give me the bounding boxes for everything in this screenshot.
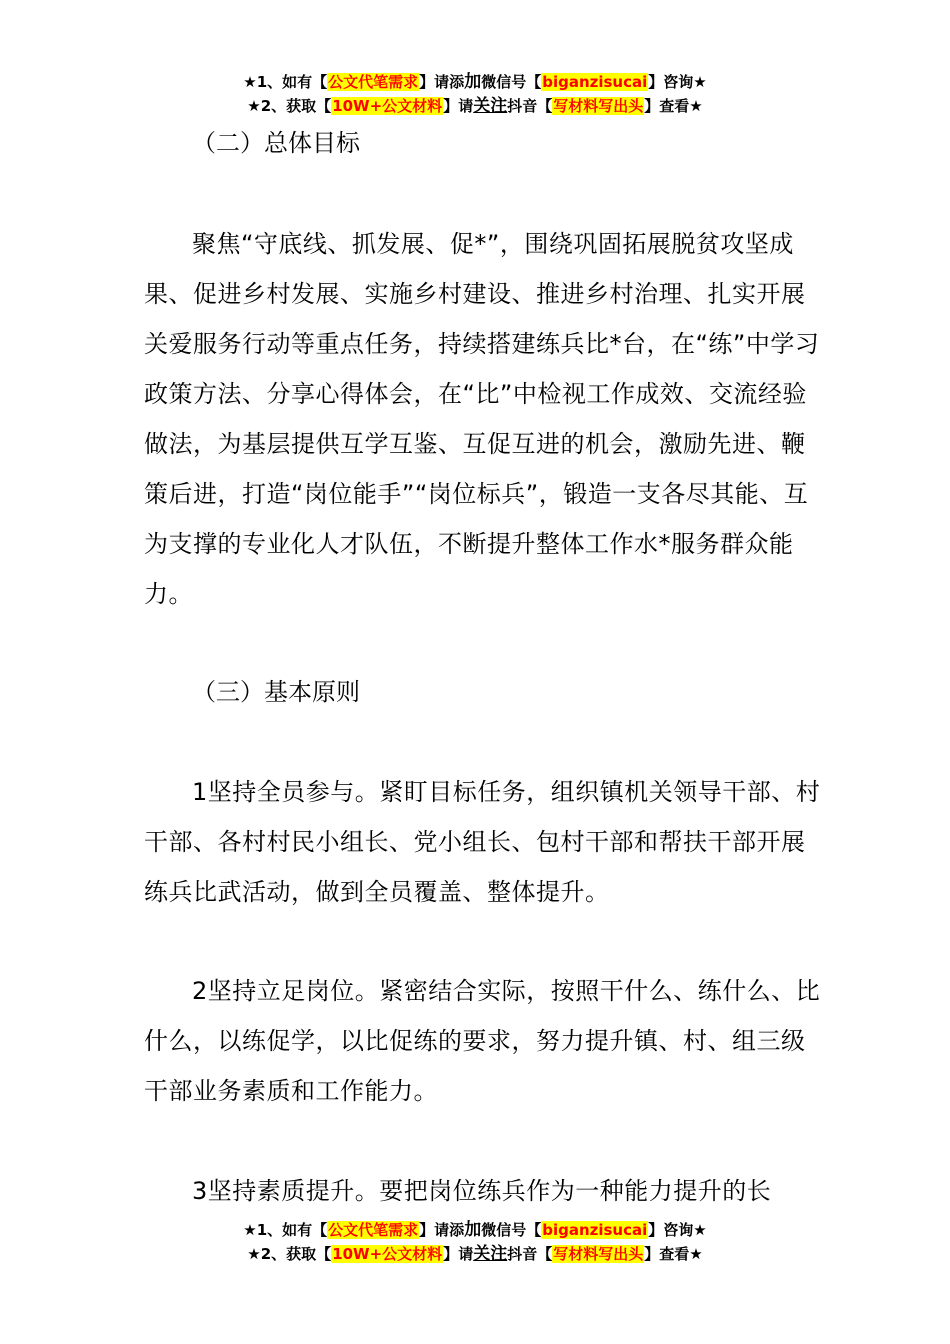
banner-line-1 xyxy=(0,70,950,94)
banner-text: 】请 xyxy=(443,1245,474,1263)
banner-line-2 xyxy=(0,1242,950,1266)
footer-banner xyxy=(0,1218,950,1266)
banner-emphasis: 关注 xyxy=(473,96,508,116)
banner-line-1 xyxy=(0,1218,950,1242)
header-banner xyxy=(0,70,950,118)
banner-highlight: 写材料写出头 xyxy=(553,97,644,115)
banner-text: 抖音【 xyxy=(507,97,553,115)
banner-text: ★2、获取【 xyxy=(247,97,332,115)
banner-text: 】查看★ xyxy=(644,1245,703,1263)
section-heading-principles: （三）基本原则 xyxy=(192,678,360,706)
banner-text: 微信号【 xyxy=(481,1221,542,1239)
paragraph-goal: 聚焦“守底线、抓发展、促*”，围绕巩固拓展脱贫攻坚成果、促进乡村发展、实施乡村建设、推进乡村治理、扎实开展关爱服务行动等重点任务，持续搭建练兵比*台，在“练”中学习政策方法、分享心得体会，在“比”中检视工作成效、交流经验做法，为基层提供互学互鉴、互促互进的机会，激励先进、鞭策后进，打造“岗位能手”“岗位标兵”，锻造一支各尽其能、互为支撑的专业化人才队伍，不断提升整体工作水*服务群众能力。 xyxy=(144,230,820,608)
banner-highlight: biganzisucai xyxy=(542,73,648,91)
banner-emphasis: 加 xyxy=(464,1220,482,1240)
banner-text: 微信号【 xyxy=(481,73,542,91)
banner-text: 】请 xyxy=(443,97,474,115)
banner-text: 】请添 xyxy=(419,1221,465,1239)
banner-highlight: 写材料写出头 xyxy=(553,1245,644,1263)
paragraph-principle-1: 1坚持全员参与。紧盯目标任务，组织镇机关领导干部、村干部、各村村民小组长、党小组长、包村干部和帮扶干部开展练兵比武活动，做到全员覆盖、整体提升。 xyxy=(144,778,821,906)
paragraph-principle-2: 2坚持立足岗位。紧密结合实际，按照干什么、练什么、比什么，以练促学，以比促练的要求，努力提升镇、村、组三级干部业务素质和工作能力。 xyxy=(144,977,821,1105)
banner-line-2 xyxy=(0,94,950,118)
banner-text: 】查看★ xyxy=(644,97,703,115)
banner-text: ★1、如有【 xyxy=(243,73,328,91)
banner-text: 】咨询★ xyxy=(648,73,707,91)
section-heading-goal: （二）总体目标 xyxy=(192,129,360,157)
banner-text: 】请添 xyxy=(419,73,465,91)
banner-text: 】咨询★ xyxy=(648,1221,707,1239)
banner-highlight: 10W+公文材料 xyxy=(332,97,443,115)
banner-emphasis: 加 xyxy=(464,72,482,92)
banner-highlight: 公文代笔需求 xyxy=(328,1221,419,1239)
banner-highlight: 10W+公文材料 xyxy=(332,1245,443,1263)
banner-emphasis: 关注 xyxy=(473,1244,508,1264)
banner-text: 抖音【 xyxy=(507,1245,553,1263)
banner-highlight: biganzisucai xyxy=(542,1221,648,1239)
banner-text: ★2、获取【 xyxy=(247,1245,332,1263)
banner-highlight: 公文代笔需求 xyxy=(328,73,419,91)
banner-text: ★1、如有【 xyxy=(243,1221,328,1239)
paragraph-principle-3: 3坚持素质提升。要把岗位练兵作为一种能力提升的长 xyxy=(192,1177,772,1205)
